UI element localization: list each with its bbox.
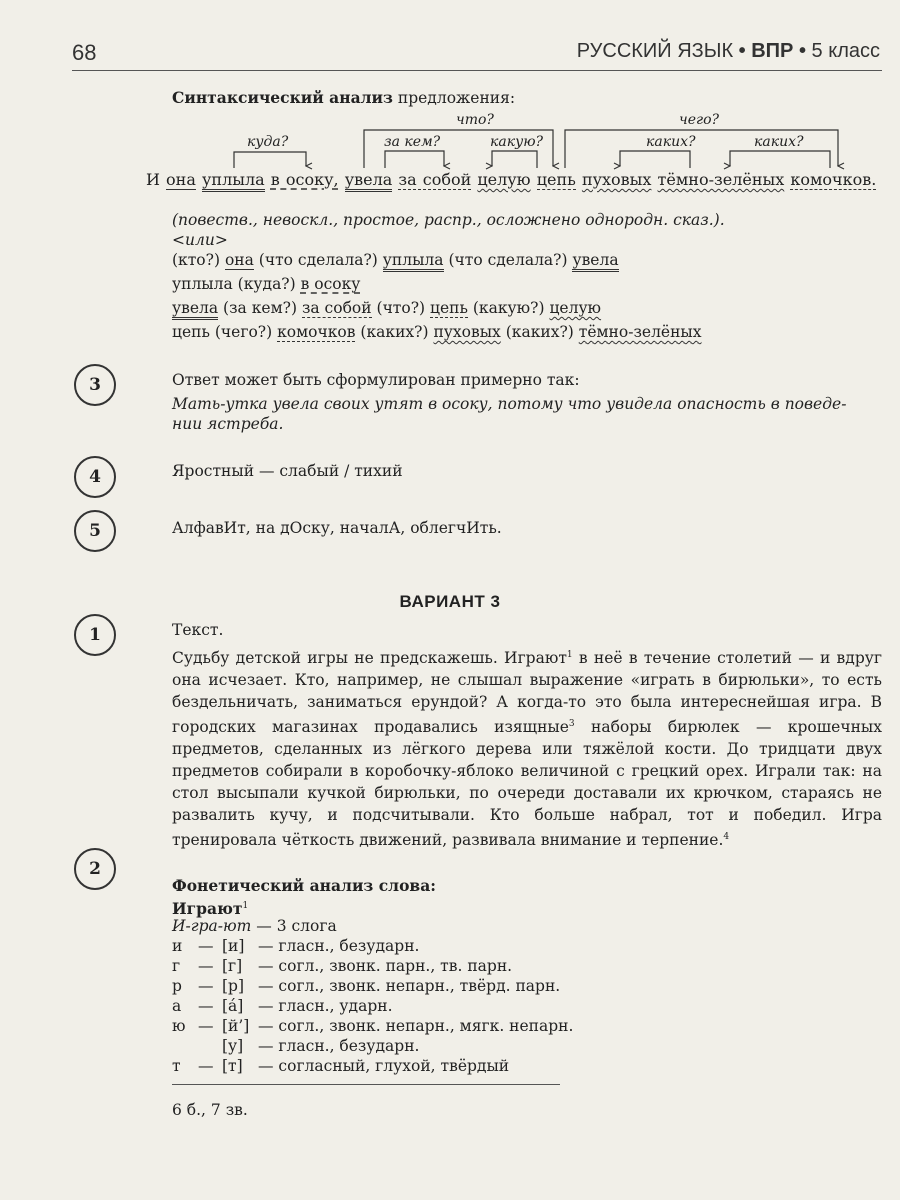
- syllables-count: — 3 слога: [251, 917, 337, 935]
- subject-label: РУССКИЙ ЯЗЫК: [576, 40, 734, 62]
- phonetic-word-text: Играют: [172, 899, 243, 919]
- syntax-heading-rest: предложения:: [397, 89, 516, 107]
- footnote-rule: [172, 1084, 560, 1085]
- word-object-2: цепь: [536, 170, 576, 189]
- task-number-5: 5: [74, 510, 116, 552]
- task3-answer-line-1: Мать-утка увела своих утят в осоку, потому что увидела опасность в поведе-: [172, 395, 847, 413]
- task1-text: [172, 644, 882, 851]
- text-part-2: в неё в течение столетий — и вдруг она исчезает. Кто, например, не слышал выражение «играть в бирюльки», то есть бездельничать, заниматься ерундой? А когда-то это была интереснейшая игра. В городских магазинах продавались изящные: [172, 649, 882, 737]
- phonetic-summary: 6 б., 7 зв.: [172, 1101, 248, 1119]
- phonetic-description: — гласн., ударн.: [258, 997, 393, 1015]
- phonetic-description: — согласный, глухой, твёрдый: [258, 1057, 510, 1075]
- phonetic-sound: [т]: [222, 1057, 243, 1075]
- phonetic-letter: р: [172, 977, 182, 995]
- pair-word: пуховых: [433, 323, 501, 341]
- footnote-4: 4: [723, 832, 730, 843]
- phonetic-sound: [у]: [222, 1037, 244, 1055]
- phonetic-heading: Фонетический анализ слова:: [172, 876, 436, 895]
- task3-lead: Ответ может быть сформулирован примерно так:: [172, 371, 580, 389]
- phonetic-sound: [á]: [222, 997, 244, 1015]
- pair-word: комочков: [277, 323, 356, 341]
- phonetic-dash: —: [198, 957, 214, 975]
- word-object-1: за собой: [398, 170, 472, 189]
- phonetic-sound: [г]: [222, 957, 243, 975]
- phonetic-dash: —: [198, 937, 214, 955]
- phonetic-description: — согл., звонк. парн., тв. парн.: [258, 957, 513, 975]
- pair-q: (куда?): [237, 275, 296, 293]
- task1-label: Текст.: [172, 621, 224, 639]
- pair-word: в осоку: [300, 275, 361, 293]
- syllables-line: [172, 916, 337, 936]
- task3-answer-line-2: нии ястреба.: [172, 415, 284, 433]
- word-attribute-1: целую: [477, 170, 531, 189]
- q-kakuyu: какую?: [490, 134, 544, 150]
- phonetic-sound: [и]: [222, 937, 245, 955]
- pair-word: целую: [549, 299, 602, 317]
- syllables-italic: И-гра-ют: [172, 917, 252, 935]
- word-object-3: комочков.: [790, 170, 877, 189]
- header-bullet-2: •: [798, 40, 806, 62]
- q-chego: чего?: [679, 112, 720, 128]
- or-label: <или>: [172, 231, 228, 249]
- task-number-3: 3: [74, 364, 116, 406]
- phonetic-sound: [й’]: [222, 1017, 250, 1035]
- task-number-2: 2: [74, 848, 116, 890]
- phonetic-description: — гласн., безударн.: [258, 937, 420, 955]
- pair-q: (кто?): [172, 251, 220, 269]
- pair-line-1: [172, 250, 619, 270]
- q-chto: что?: [456, 112, 494, 128]
- phonetic-dash: —: [198, 1057, 214, 1075]
- pair-q: (что?): [376, 299, 426, 317]
- word-subject: она: [166, 170, 196, 189]
- phonetic-letter: т: [172, 1057, 181, 1075]
- pair-word: цепь: [430, 299, 468, 317]
- phonetic-letter: г: [172, 957, 181, 975]
- phonetic-letter: и: [172, 937, 183, 955]
- arrow-kakih-1: [620, 151, 690, 168]
- q-kuda: куда?: [247, 134, 289, 150]
- phonetic-letter: а: [172, 997, 182, 1015]
- phonetic-sound: [р]: [222, 977, 245, 995]
- pair-word: за собой: [301, 299, 372, 317]
- phonetic-description: — гласн., безударн.: [258, 1037, 420, 1055]
- syntax-heading-bold: Синтаксический анализ: [172, 88, 393, 107]
- phonetic-letter: ю: [172, 1017, 186, 1035]
- q-kakih-1: каких?: [646, 134, 696, 150]
- pair-line-2: [172, 274, 360, 294]
- pair-word: увела: [172, 299, 218, 320]
- pair-q: (чего?): [214, 323, 273, 341]
- footnote-3: 3: [568, 719, 575, 730]
- test-label: ВПР: [751, 40, 794, 62]
- pair-q: (что сделала?): [448, 251, 568, 269]
- page-number: 68: [72, 40, 97, 65]
- sentence-characteristic: (повеств., невоскл., простое, распр., осложнено однородн. сказ.).: [172, 211, 725, 229]
- phonetic-description: — согл., звонк. непарн., мягк. непарн.: [258, 1017, 574, 1035]
- q-kakih-2: каких?: [754, 134, 804, 150]
- pair-q: (каких?): [505, 323, 574, 341]
- word-predicate-1: уплыла: [202, 170, 265, 192]
- phonetic-description: — согл., звонк. непарн., твёрд. парн.: [258, 977, 561, 995]
- pair-word: увела: [572, 251, 618, 272]
- task5-answer: АлфавИт, на дОску, началА, облегчИть.: [172, 519, 502, 537]
- variant-title: ВАРИАНТ 3: [399, 592, 501, 611]
- pair-line-4: [172, 322, 702, 342]
- word-attribute-3: тёмно-зелёных: [657, 170, 785, 189]
- pair-word: цепь: [172, 323, 210, 341]
- pair-word: тёмно-зелёных: [578, 323, 702, 341]
- pair-q: (каких?): [360, 323, 429, 341]
- arrow-kakuyu: [492, 151, 537, 168]
- task-number-1: 1: [74, 614, 116, 656]
- analyzed-sentence: [146, 170, 876, 190]
- text-part-3: наборы бирюлек — крошечных предметов, сделанных из лёгкого дерева или тяжёлой кости. До тридцати двух предметов собирали в коробочку-яблоко величиной с грецкий орех. Играли так: на стол высыпали кучкой бирюльки, по очереди доставали их крючком, стараясь не развалить кучу, и подсчитывали. Кто больше набрал, тот и победил. Игра тренировала чёткость движений, развивала внимание и терпение.: [172, 718, 882, 850]
- arrow-za-kem: [385, 151, 444, 168]
- pair-word: уплыла: [383, 251, 444, 272]
- task4-answer: Яростный — слабый / тихий: [172, 462, 403, 480]
- arrow-kakih-2: [730, 151, 830, 168]
- arrow-kuda: [234, 152, 306, 168]
- word-i: И: [146, 170, 160, 189]
- grade-label: 5 класс: [811, 40, 880, 62]
- phonetic-word-footnote: 1: [242, 901, 249, 911]
- footnote-1: 1: [566, 650, 573, 660]
- word-attribute-2: пуховых: [581, 170, 652, 189]
- pair-q: (что сделала?): [258, 251, 378, 269]
- text-part-1: Судьбу детской игры не предскажешь. Играют: [172, 649, 567, 668]
- word-circumstance: в осоку,: [270, 170, 339, 189]
- pair-word: уплыла: [172, 275, 233, 293]
- q-za-kem: за кем?: [384, 134, 441, 150]
- pair-line-3: [172, 298, 601, 318]
- task-number-4: 4: [74, 456, 116, 498]
- phonetic-dash: —: [198, 1017, 214, 1035]
- word-predicate-2: увела: [345, 170, 393, 192]
- phonetic-dash: —: [198, 977, 214, 995]
- phonetic-dash: —: [198, 997, 214, 1015]
- pair-q: (какую?): [472, 299, 545, 317]
- pair-word: она: [224, 251, 254, 269]
- header-bullet-1: •: [738, 40, 746, 62]
- pair-q: (за кем?): [223, 299, 297, 317]
